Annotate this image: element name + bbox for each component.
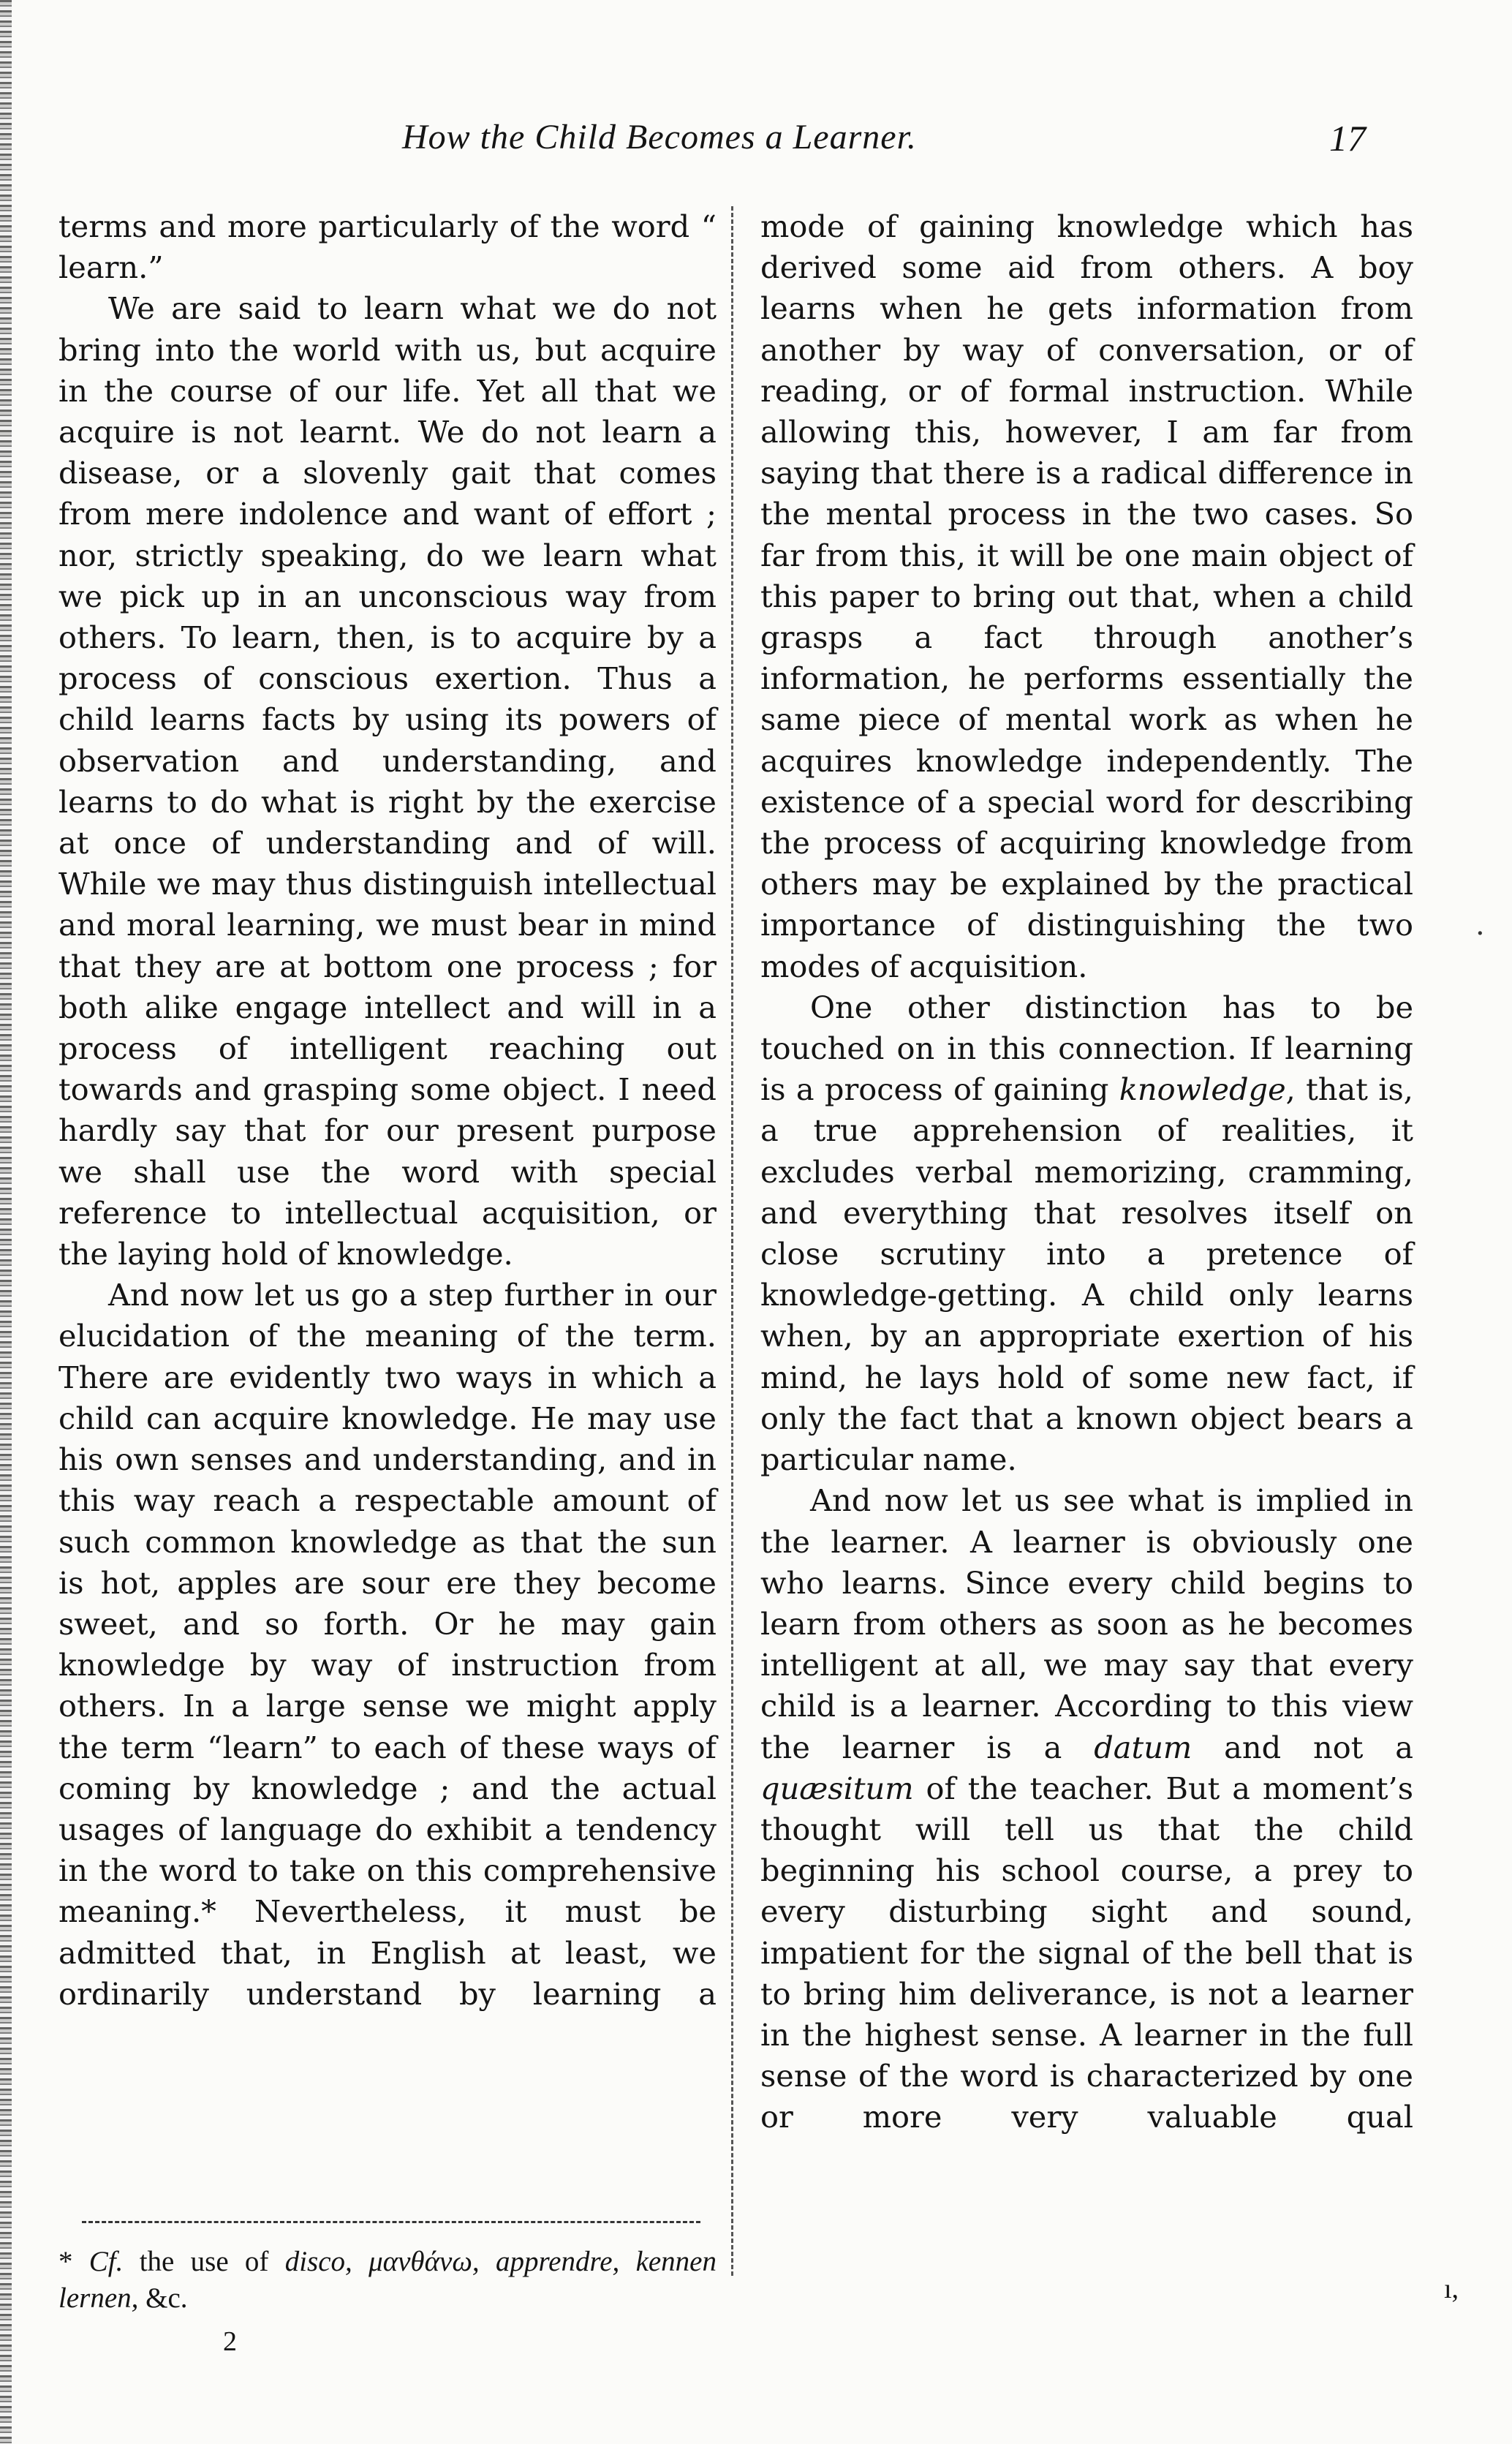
right-column <box>760 206 1413 2138</box>
left-column <box>58 206 717 2015</box>
paragraph-left-1: terms and more particularly of the word “ learn.” <box>58 208 717 286</box>
column-divider <box>731 206 733 2276</box>
italic-knowledge: knowledge <box>1119 1071 1286 1108</box>
footnote-text: &c. <box>138 2282 188 2314</box>
margin-dot: · <box>1475 917 1485 951</box>
footnote-rule <box>82 2221 700 2223</box>
text-run: and not a <box>1192 1729 1413 1765</box>
right-edge-mark: ı, <box>1444 2274 1459 2304</box>
text-run: And now let us see what is implied in the learner. A learner is obviously one who learns. Since every child begins to learn from others as soon as he becomes intelligent at all, we may say that every child is a learner. According to this view the learner is a <box>760 1482 1413 1765</box>
paragraph-left-2: We are said to learn what we do not bring into the world with us, but acquire in the course of our life. Yet all that we acquire is not learnt. We do not learn a disease, or a slovenly gait that comes from mere indolence and want of effort ; nor, strictly speaking, do we learn what we pick up in an unconscious way from others. To learn, then, is to acquire by a process of conscious exertion. Thus a child learns facts by using its powers of observation and understanding, and learns to do what is right by the exercise at once of understanding and of will. While we may thus distinguish intellectual and moral learning, we must bear in mind that they are at bottom one process ; for both alike engage intellect and will in a process of intelligent reaching out towards and grasping some object. I need hardly say that for our present purpose we shall use the word with special reference to intellectual acquisition, or the laying hold of knowledge. <box>58 290 717 1272</box>
italic-datum: datum <box>1094 1729 1192 1765</box>
footnote <box>58 2244 717 2317</box>
paragraph-right-1: mode of gaining knowledge which has derived some aid from others. A boy learns when he gets information from another by way of conversation, or of reading, or of formal instruction. While allowing this, however, I am far from saying that there is a radical difference in the mental process in the two cases. So far from this, it will be one main object of this paper to bring out that, when a child grasps a fact through another’s information, he performs essentially the same piece of mental work as when he acquires knowledge independently. The existence of a special word for describing the process of acquiring knowledge from others may be explained by the practical importance of distinguishing the two modes of acquisition. <box>760 208 1413 984</box>
footnote-terms: disco, μανθάνω, apprendre, kennen lernen, <box>58 2246 717 2314</box>
footnote-marker: * <box>58 2246 89 2277</box>
text-run: of the teacher. But a moment’s thought will tell us that the child beginning his school course, a prey to every disturbing sight and sound, impatient for the signal of the bell that is to bring him deliverance, is not a learner in the highest sense. A learner in the full sense of the word is characterized by one or more very valuable qual <box>760 1770 1413 2135</box>
text-run: , that is, a true apprehension of realities, it excludes verbal memorizing, cramming, and everything that resolves itself on close scrutiny into a pretence of knowledge-getting. A child only learns when, by an appropriate exertion of his mind, he lays hold of some new fact, if only the fact that a known object bears a particular name. <box>760 1071 1413 1478</box>
page-number: 17 <box>1329 118 1366 159</box>
paragraph-left-3: And now let us go a step further in our elucidation of the meaning of the term. There are evidently two ways in which a child can acquire knowledge. He may use his own senses and understanding, and in this way reach a respectable amount of such common knowledge as that the sun is hot, apples are sour ere they become sweet, and so forth. Or he may gain knowledge by way of instruction from others. In a large sense we might apply the term “learn” to each of these ways of coming by knowledge ; and the actual usages of language do exhibit a tendency in the word to take on this comprehensive meaning.* Nevertheless, it must be admitted that, in English at least, we ordinarily understand by learning a <box>58 1277 717 2012</box>
footnote-cf: Cf. <box>88 2246 124 2277</box>
signature-mark: 2 <box>223 2326 237 2357</box>
page-binding-edge <box>0 0 12 2444</box>
paragraph-right-2 <box>760 987 1413 1480</box>
italic-quaesitum: quæsitum <box>760 1770 914 1806</box>
paragraph-right-3 <box>760 1480 1413 2138</box>
footnote-text: the use of <box>123 2246 285 2277</box>
running-head-title: How the Child Becomes a Learner. <box>402 118 917 156</box>
text-run: One other distinction has to be touched on in this connection. If learning is a process of gaining <box>760 989 1413 1108</box>
